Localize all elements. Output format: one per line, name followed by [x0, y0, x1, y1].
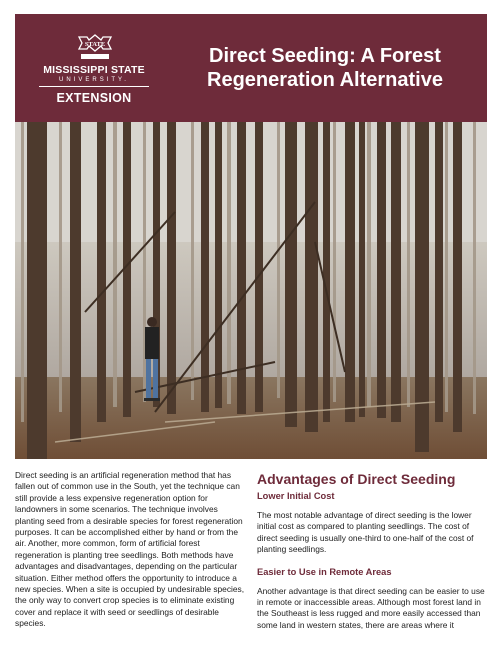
advantages-column: [257, 470, 489, 641]
extension-label: EXTENSION: [56, 91, 132, 105]
section-heading: Advantages of Direct Seeding: [257, 471, 456, 487]
logo-divider: [39, 86, 149, 87]
state-logo-icon: [75, 34, 115, 62]
university-name: MISSISSIPPI STATE: [43, 64, 145, 76]
intro-column: [15, 470, 247, 630]
header-banner: [15, 14, 487, 122]
page-title: Direct Seeding: A Forest Regeneration Alternative: [207, 45, 443, 91]
subheading-lower-initial-cost: Lower Initial Cost: [257, 491, 335, 501]
subheading-remote-areas: Easier to Use in Remote Areas: [257, 566, 392, 577]
university-subtitle: UNIVERSITY.: [59, 77, 129, 83]
forest-photo: [15, 122, 487, 459]
svg-text:STATE: STATE: [84, 41, 106, 48]
paragraph-remote-areas: Another advantage is that direct seeding can be easier to use in remote or inaccessible areas. Although most forest land in the Southeast is less rugged and more easily accessed than some land in western states, there are areas where it: [257, 585, 485, 630]
paragraph-lower-initial-cost: The most notable advantage of direct seeding is the lower initial cost as compared to planting seedlings. The cost of direct seeding is usually one-third to one-half of the cost of planting seedlings.: [257, 510, 474, 555]
intro-paragraph: Direct seeding is an artificial regeneration method that has fallen out of common use in the South, yet the technique can still provide a less expensive regeneration option for landowners in some scenarios. The technique involves planting seed from a desirable species for forest regeneration purposes. It can be accomplished either by hand or from the air. Another, more common, form of artificial forest regeneration is planting tree seedlings. Both methods have advantages and disadvantages, depending on the particular situation. Either method offers the opportunity to introduce a new species. When a site is occupied by undesirable species, the only way to convert crop species is to eliminate existing cover and replace it with seed or seedlings of desirable species.: [15, 470, 245, 629]
msu-extension-logo: [33, 34, 155, 116]
